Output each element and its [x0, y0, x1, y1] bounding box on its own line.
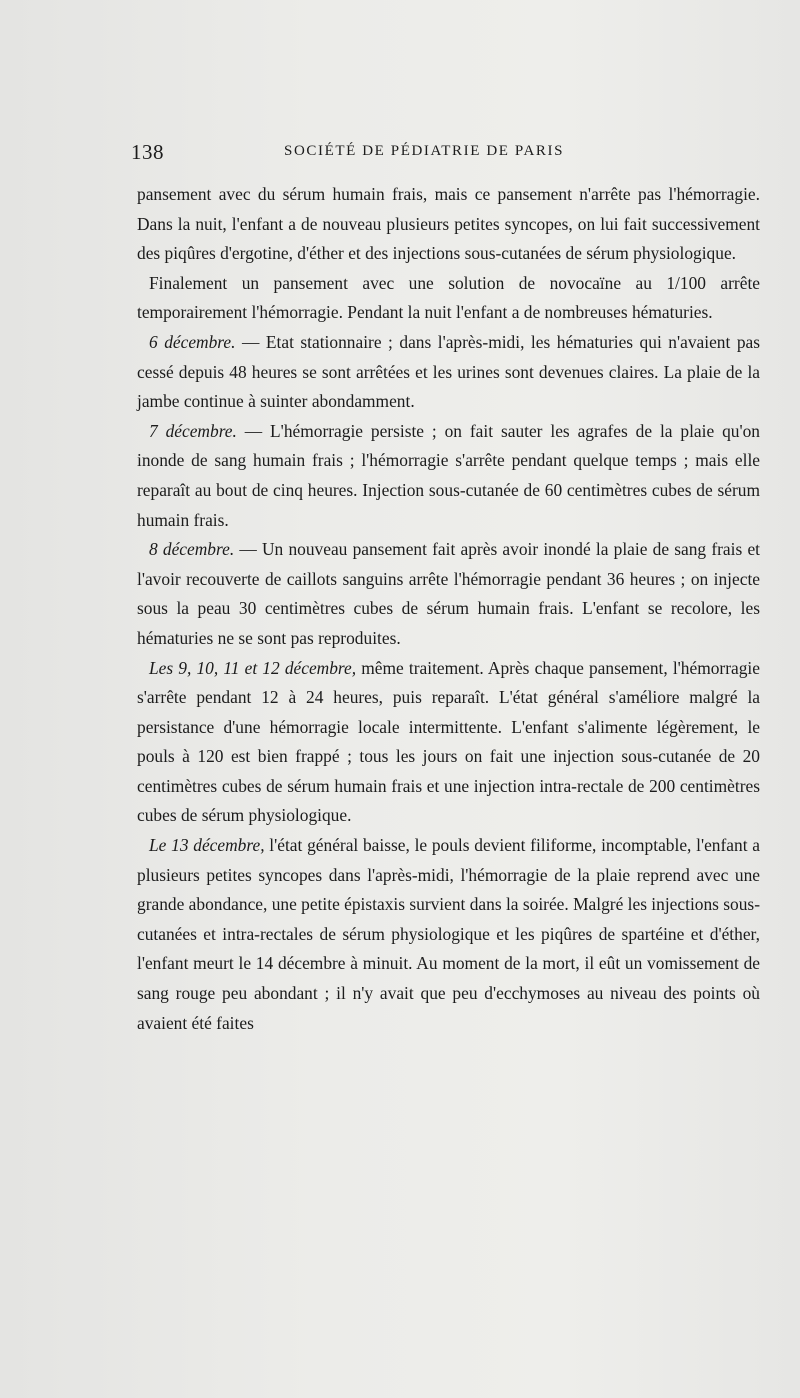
paragraph: Finalement un pansement avec une solution de novocaïne au 1/100 arrête temporairement l'hémorragie. Pendant la nuit l'enfant a de nombreuses hématuries.	[137, 272, 760, 323]
page-header	[131, 140, 591, 170]
date-label: Le 13 décembre,	[149, 835, 265, 856]
running-head: SOCIÉTÉ DE PÉDIATRIE DE PARIS	[284, 143, 565, 159]
date-label: 6 décembre.	[149, 331, 236, 352]
paragraph: pansement avec du sérum humain frais, mais ce pansement n'arrête pas l'hémorragie. Dans la nuit, l'enfant a de nouveau plusieurs petites syncopes, on lui fait successivement des piqûres d'ergotine, d'éther et des injections sous-cutanées de sérum physiologique.	[137, 184, 760, 264]
paragraph-dated: Le 13 décembre, l'état général baisse, le pouls devient filiforme, incomptable, l'enfant a plusieurs petites syncopes dans l'après-midi, l'hémorragie de la plaie reprend avec une grande abondance, une petite épistaxis survient dans la soirée. Malgré les injections sous-cutanées et intra-rectales de sérum physiologique et les piqûres de spartéine et d'éther, l'enfant meurt le 14 décembre à minuit. Au moment de la mort, il eût un vomissement de sang rouge peu abondant ; il n'y avait que peu d'ecchymoses au niveau des points où avaient été faites	[137, 835, 760, 1033]
date-label: Les 9, 10, 11 et 12 décembre,	[149, 657, 357, 678]
paragraph-dated: 8 décembre. — Un nouveau pansement fait après avoir inondé la plaie de sang frais et l'avoir recouverte de caillots sanguins arrête l'hémorragie pendant 36 heures ; on injecte sous la peau 30 centimètres cubes de sérum humain frais. L'enfant se recolore, les hématuries ne se sont pas reproduites.	[137, 539, 760, 648]
paragraph-dated: 6 décembre. — Etat stationnaire ; dans l'après-midi, les hématuries qui n'avaient pas cessé depuis 48 heures se sont arrêtées et les urines sont devenues claires. La plaie de la jambe continue à suinter abondamment.	[137, 331, 761, 412]
body-text	[137, 180, 760, 1038]
paragraph-dated: 7 décembre. — L'hémorragie persiste ; on fait sauter les agrafes de la plaie qu'on inonde de sang humain frais ; l'hémorragie s'arrête pendant quelque temps ; mais elle reparaît au bout de cinq heures. Injection sous-cutanée de 60 centimètres cubes de sérum humain frais.	[137, 420, 761, 530]
page-number: 138	[131, 140, 164, 164]
date-label: 8 décembre.	[149, 539, 235, 560]
date-label: 7 décembre.	[149, 420, 237, 441]
paragraph-dated: Les 9, 10, 11 et 12 décembre, même traitement. Après chaque pansement, l'hémorragie s'arrête pendant 12 à 24 heures, puis reparaît. L'état général s'améliore malgré la persistance d'une hémorragie locale intermittente. L'enfant s'alimente légèrement, le pouls à 120 est bien frappé ; tous les jours on fait une injection sous-cutanée de 20 centimètres cubes de sérum humain frais et une injection intra-rectale de 200 centimètres cubes de sérum physiologique.	[137, 657, 760, 826]
